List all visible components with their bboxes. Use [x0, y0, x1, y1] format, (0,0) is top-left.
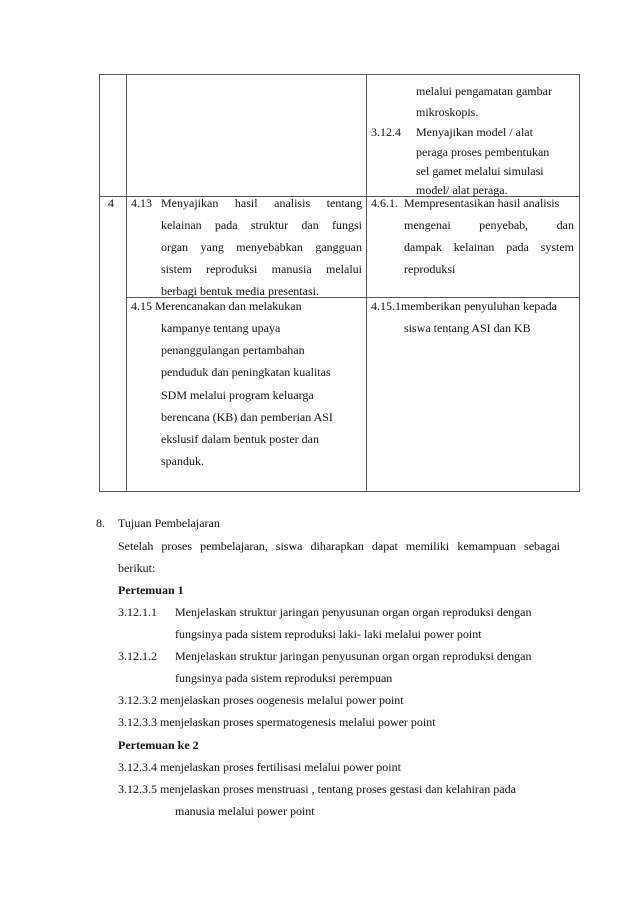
objective-line: manusia melalui power point — [175, 804, 315, 818]
objective-text: fungsinya pada sistem reproduksi perempuan — [175, 671, 393, 685]
meeting-title: Pertemuan 1 — [118, 583, 184, 597]
indicator-line: 4.15.1memberikan penyuluhan kepada — [371, 299, 557, 313]
indicator-line: mengenai penyebab, dan — [404, 218, 574, 232]
kd-line: kampanye tentang upaya — [161, 321, 281, 335]
indicator-line: model/ alat peraga. — [416, 183, 508, 197]
intro-text: berikut: — [118, 561, 156, 575]
objective-number: 3.12.1.1 — [118, 605, 157, 619]
indicator-line: peraga proses pembentukan — [416, 145, 550, 159]
kd-line: berbagi bentuk media presentasi. — [161, 284, 319, 298]
meeting-title: Pertemuan ke 2 — [118, 738, 199, 752]
indicator-line: Mempresentasikan hasil analisis — [404, 196, 560, 210]
objective-line: 3.12.3.2 menjelaskan proses oogenesis melalui power point — [118, 693, 404, 707]
kd-line: penduduk dan peningkatan kualitas — [161, 365, 331, 379]
objective-line: 3.12.3.4 menjelaskan proses fertilisasi melalui power point — [118, 760, 401, 774]
row-number: 4 — [108, 196, 114, 210]
table-col-divider — [126, 74, 127, 492]
objective-number: 3.12.1.2 — [118, 649, 157, 663]
indicator-line: dampak kelainan pada system — [404, 240, 574, 254]
kd-line: kelainan pada struktur dan fungsi — [161, 218, 362, 232]
table-left-border — [99, 74, 100, 492]
kd-line: berencana (KB) dan pemberian ASI — [161, 410, 333, 424]
objective-text: Menjelaskan struktur jaringan penyusunan organ organ reproduksi dengan — [175, 605, 532, 619]
objective-text: Menjelaskan struktur jaringan penyusunan organ organ reproduksi dengan — [175, 649, 532, 663]
indicator-number: 3.12.4 — [371, 125, 401, 139]
table-right-border — [579, 74, 580, 492]
kd-number: 4.13 — [131, 196, 152, 210]
kd-line: penanggulangan pertambahan — [161, 343, 305, 357]
kd-line: ekslusif dalam bentuk poster dan — [161, 432, 319, 446]
indicator-number: 4.6.1. — [371, 196, 398, 210]
table-bottom-border — [99, 491, 580, 492]
kd-line: spanduk. — [161, 454, 204, 468]
indicator-line: sel gamet melalui simulasi — [416, 164, 544, 178]
indicator-line: siswa tentang ASI dan KB — [404, 321, 531, 335]
indicator-line: reproduksi — [404, 262, 456, 276]
intro-text: Setelah proses pembelajaran, siswa diharapkan dapat memiliki kemampuan sebagai — [118, 539, 560, 553]
kd-line: 4.15 Merencanakan dan melakukan — [131, 299, 302, 313]
indicator-line: mikroskopis. — [416, 105, 479, 119]
table-col-divider — [366, 74, 367, 492]
objective-text: fungsinya pada sistem reproduksi laki- laki melalui power point — [175, 627, 482, 641]
objective-line: 3.12.3.3 menjelaskan proses spermatogenesis melalui power point — [118, 715, 436, 729]
kd-line: Menyajikan hasil analisis tentang — [161, 196, 362, 210]
kd-line: organ yang menyebabkan gangguan — [161, 240, 362, 254]
indicator-line: Menyajikan model / alat — [416, 125, 533, 139]
section-number: 8. — [96, 516, 105, 530]
section-title: Tujuan Pembelajaran — [118, 516, 220, 530]
indicator-line: melalui pengamatan gambar — [416, 84, 552, 98]
objective-line: 3.12.3.5 menjelaskan proses menstruasi , tentang proses gestasi dan kelahiran pada — [118, 782, 516, 796]
table-top-border — [99, 74, 580, 75]
kd-line: sistem reproduksi manusia melalui — [161, 262, 362, 276]
kd-line: SDM melalui program keluarga — [161, 388, 314, 402]
